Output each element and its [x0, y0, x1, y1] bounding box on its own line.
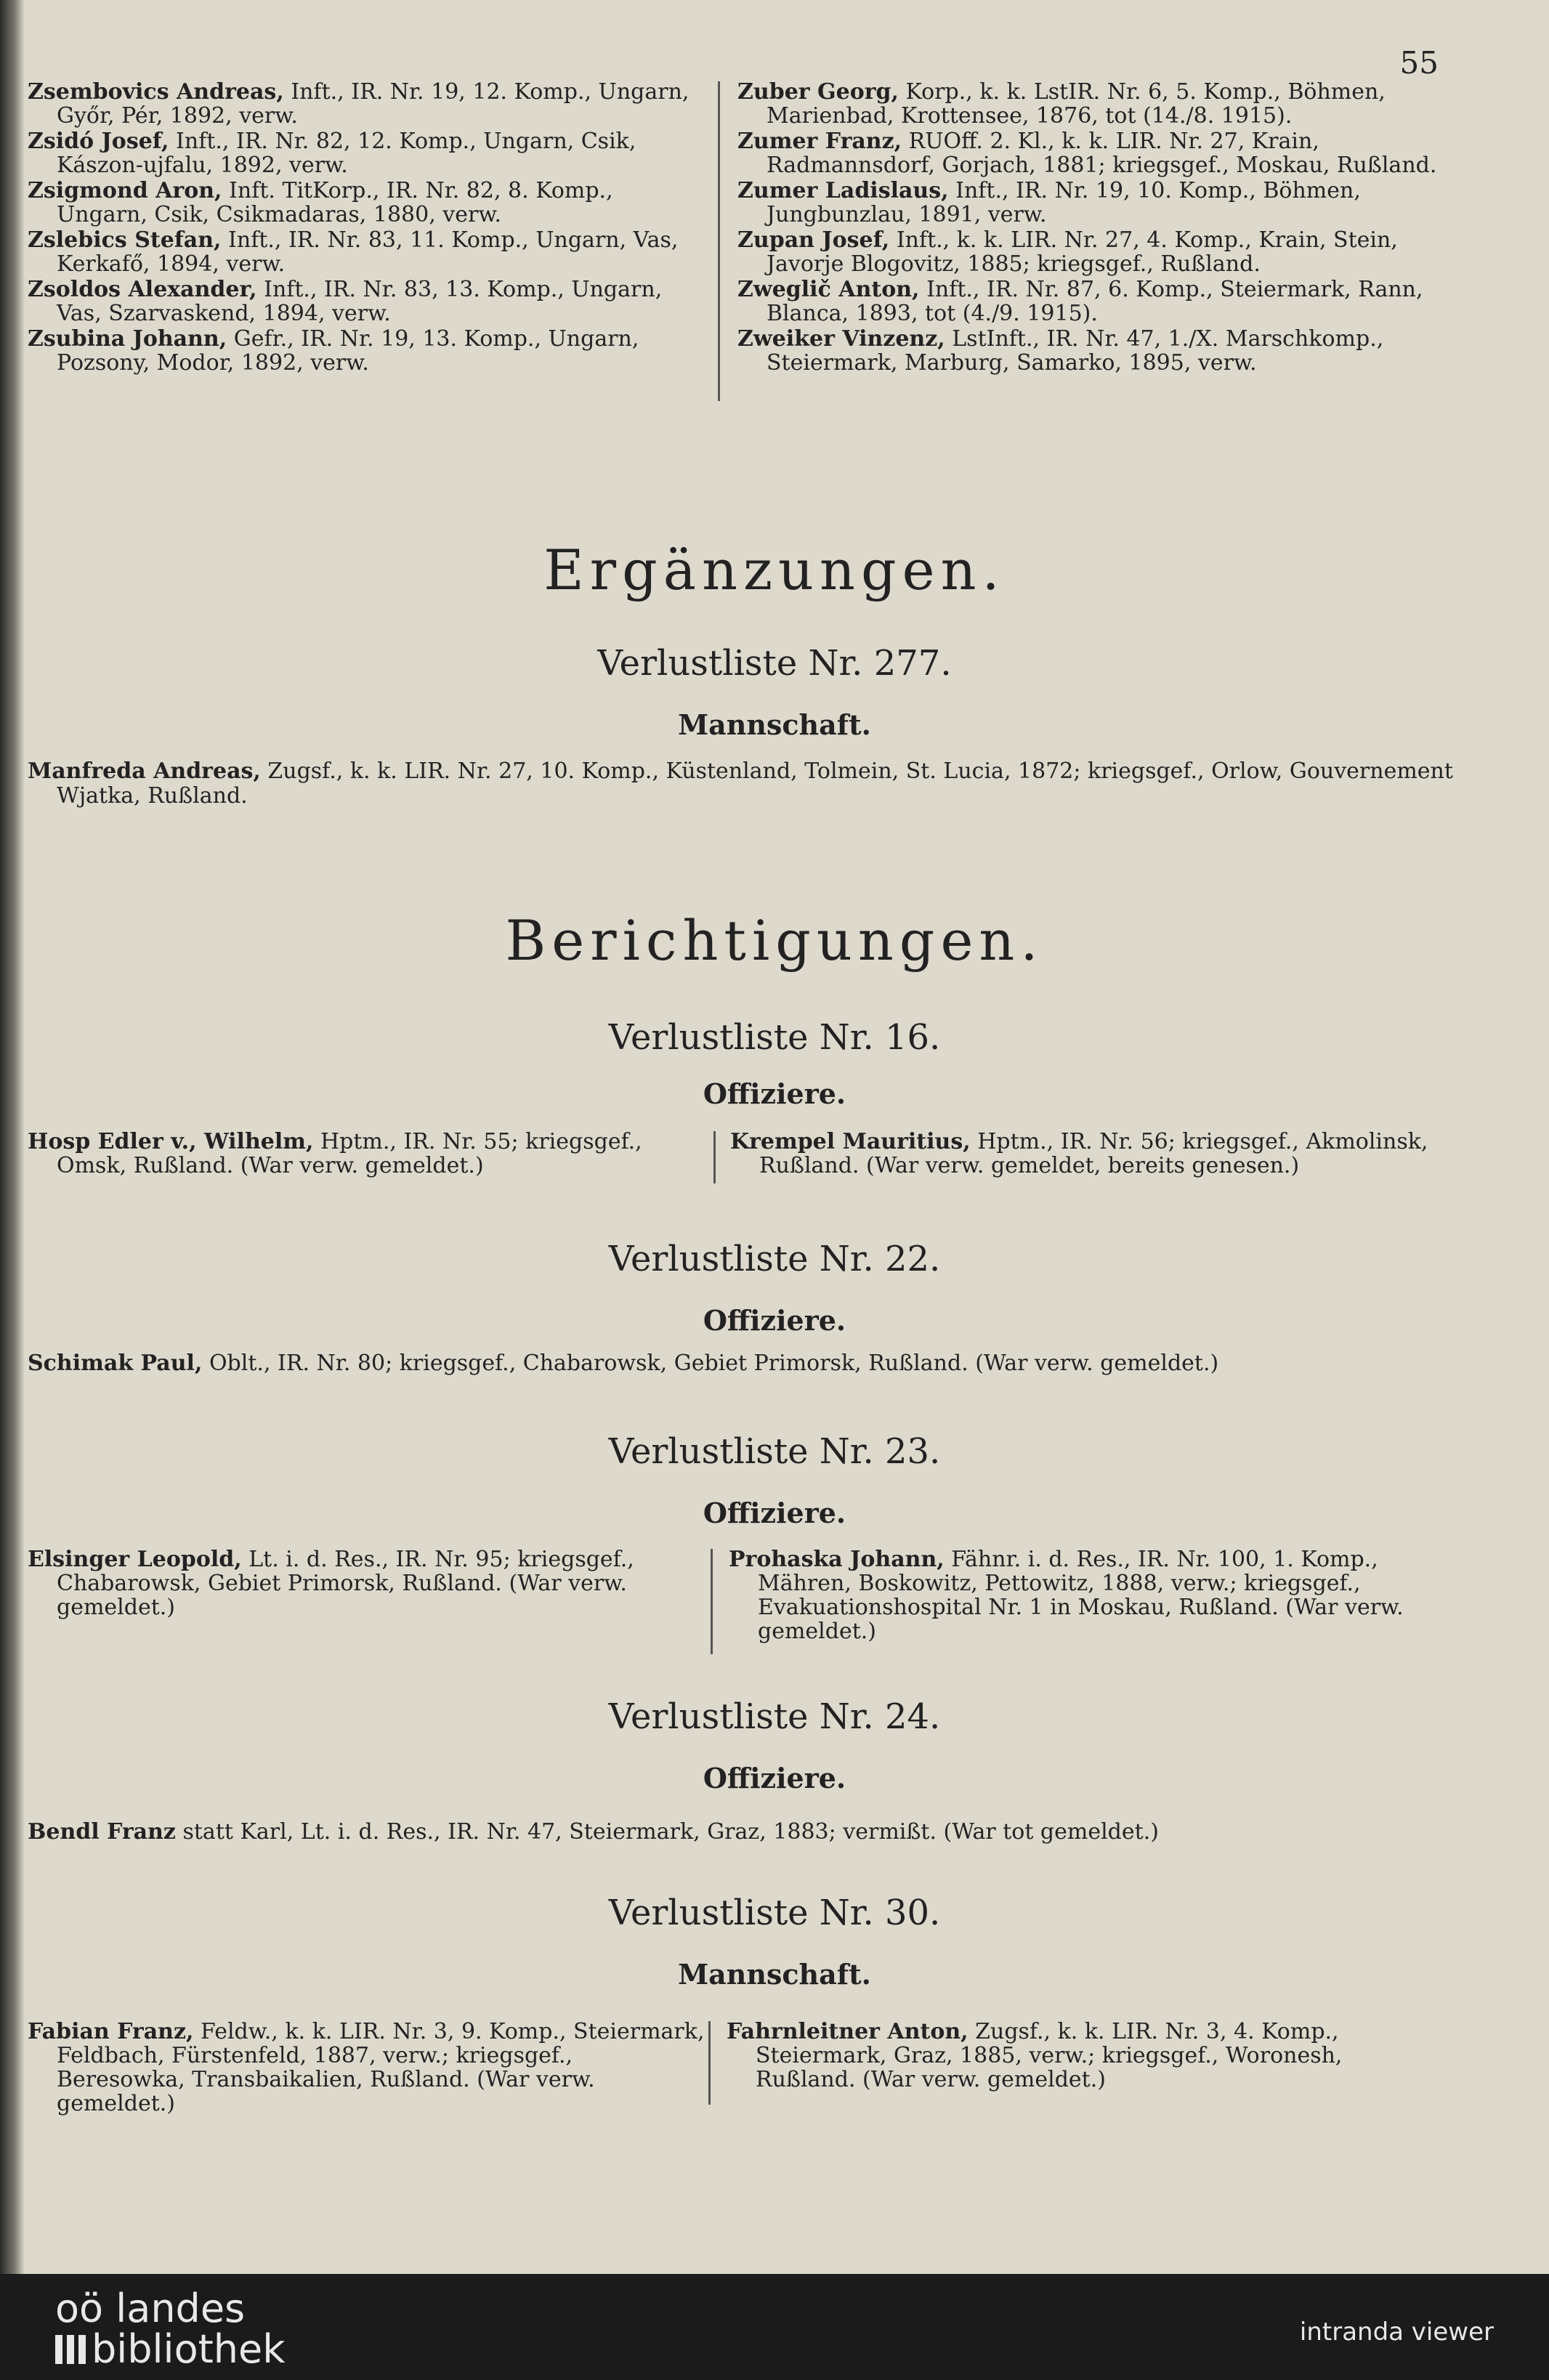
- list-item: Fahrnleitner Anton, Zugsf., k. k. LIR. Nr. 3, 4. Komp., Steiermark, Graz, 1885, verw.; kriegsgef., Woronesh, Rußland. (War verw. gemeldet.): [727, 2019, 1343, 2092]
- top-right-column: [737, 80, 1449, 376]
- library-logo[interactable]: [55, 2288, 286, 2370]
- list-item: Elsinger Leopold, Lt. i. d. Res., IR. Nr. 95; kriegsgef., Chabarowsk, Gebiet Primorsk, Rußland. (War verw. gemeldet.): [28, 1547, 634, 1620]
- list-item: Zslebics Stefan, Inft., IR. Nr. 83, 11. Komp., Ungarn, Vas, Kerkafő, 1894, verw.: [28, 227, 679, 277]
- verlustliste-heading: Verlustliste Nr. 23.: [608, 1431, 941, 1472]
- logo-text-bottom: bibliothek: [92, 2326, 286, 2372]
- list-item: Krempel Mauritius, Hptm., IR. Nr. 56; kriegsgef., Akmolinsk, Rußland. (War verw. gemeldet, bereits genesen.): [730, 1129, 1428, 1178]
- verlustliste-heading: Verlustliste Nr. 22.: [608, 1239, 941, 1279]
- list-item: Zsoldos Alexander, Inft., IR. Nr. 83, 13. Komp., Ungarn, Vas, Szarvaskend, 1894, verw.: [28, 277, 663, 326]
- top-left-column: [28, 80, 707, 376]
- list-item: Zsubina Johann, Gefr., IR. Nr. 19, 13. Komp., Ungarn, Pozsony, Modor, 1892, verw.: [28, 326, 639, 376]
- section-title-ergaenzungen: Ergänzungen.: [543, 538, 1006, 602]
- column-divider: [718, 81, 720, 401]
- verlustliste-heading: Verlustliste Nr. 30.: [608, 1893, 941, 1933]
- verlustliste-heading: Verlustliste Nr. 16.: [608, 1017, 941, 1058]
- list-item: Schimak Paul, Oblt., IR. Nr. 80; kriegsgef., Chabarowsk, Gebiet Primorsk, Rußland. (War verw. gemeldet.): [28, 1351, 1219, 1376]
- viewer-footer: [0, 2274, 1549, 2380]
- category-heading: Offiziere.: [703, 1077, 846, 1110]
- list-item: Zsigmond Aron, Inft. TitKorp., IR. Nr. 82, 8. Komp., Ungarn, Csik, Csikmadaras, 1880, verw.: [28, 178, 613, 227]
- list-item: Zumer Ladislaus, Inft., IR. Nr. 19, 10. Komp., Böhmen, Jungbunzlau, 1891, verw.: [737, 178, 1361, 227]
- category-heading: Mannschaft.: [678, 1958, 871, 1991]
- column-divider: [711, 1549, 713, 1654]
- list-item: Zweglič Anton, Inft., IR. Nr. 87, 6. Komp., Steiermark, Rann, Blanca, 1893, tot (4./9. 1915).: [737, 277, 1423, 326]
- list-item: Zuber Georg, Korp., k. k. LstIR. Nr. 6, 5. Komp., Böhmen, Marienbad, Krottensee, 1876, tot (14./8. 1915).: [737, 79, 1386, 129]
- list-item: Manfreda Andreas, Zugsf., k. k. LIR. Nr. 27, 10. Komp., Küstenland, Tolmein, St. Lucia, 1872; kriegsgef., Orlow, Gouvernement Wjatka, Rußland.: [28, 758, 1453, 809]
- list-item: Hosp Edler v., Wilhelm, Hptm., IR. Nr. 55; kriegsgef., Omsk, Rußland. (War verw. gemeldet.): [28, 1129, 642, 1178]
- category-heading: Offiziere.: [703, 1762, 846, 1794]
- verlustliste-heading: Verlustliste Nr. 277.: [597, 643, 952, 684]
- list-item: Zweiker Vinzenz, LstInft., IR. Nr. 47, 1./X. Marschkomp., Steiermark, Marburg, Samarko, 1895, verw.: [737, 326, 1384, 376]
- list-item: Prohaska Johann, Fähnr. i. d. Res., IR. Nr. 100, 1. Komp., Mähren, Boskowitz, Pettowitz, 1888, verw.; kriegsgef., Evakuationshospital Nr. 1 in Moskau, Rußland. (War verw. gemeldet.): [729, 1547, 1404, 1644]
- list-item: Zsidó Josef, Inft., IR. Nr. 82, 12. Komp., Ungarn, Csik, Kászon-ujfalu, 1892, verw.: [28, 129, 636, 178]
- column-divider: [708, 2021, 711, 2105]
- column-divider: [713, 1131, 716, 1183]
- viewer-brand-label[interactable]: intranda viewer: [1299, 2318, 1494, 2347]
- logo-bars-icon: [55, 2335, 86, 2364]
- page-number: 55: [1399, 45, 1439, 81]
- list-item: Zupan Josef, Inft., k. k. LIR. Nr. 27, 4. Komp., Krain, Stein, Javorje Blogovitz, 1885; kriegsgef., Rußland.: [737, 227, 1398, 277]
- list-item: Fabian Franz, Feldw., k. k. LIR. Nr. 3, 9. Komp., Steiermark, Feldbach, Fürstenfeld, 1887, verw.; kriegsgef., Beresowka, Transbaikalien, Rußland. (War verw. gemeldet.): [28, 2019, 705, 2116]
- list-item: Zumer Franz, RUOff. 2. Kl., k. k. LIR. Nr. 27, Krain, Radmannsdorf, Gorjach, 1881; kriegsgef., Moskau, Rußland.: [737, 129, 1437, 178]
- category-heading: Offiziere.: [703, 1304, 846, 1337]
- list-item: Bendl Franz statt Karl, Lt. i. d. Res., IR. Nr. 47, Steiermark, Graz, 1883; vermißt. (War tot gemeldet.): [28, 1819, 1159, 1845]
- category-heading: Offiziere.: [703, 1497, 846, 1529]
- logo-text-top: oö landes: [55, 2286, 246, 2331]
- section-title-berichtigungen: Berichtigungen.: [505, 908, 1044, 973]
- list-item: Zsembovics Andreas, Inft., IR. Nr. 19, 12. Komp., Ungarn, Győr, Pér, 1892, verw.: [28, 79, 689, 129]
- category-heading: Mannschaft.: [678, 708, 871, 741]
- verlustliste-heading: Verlustliste Nr. 24.: [608, 1696, 941, 1737]
